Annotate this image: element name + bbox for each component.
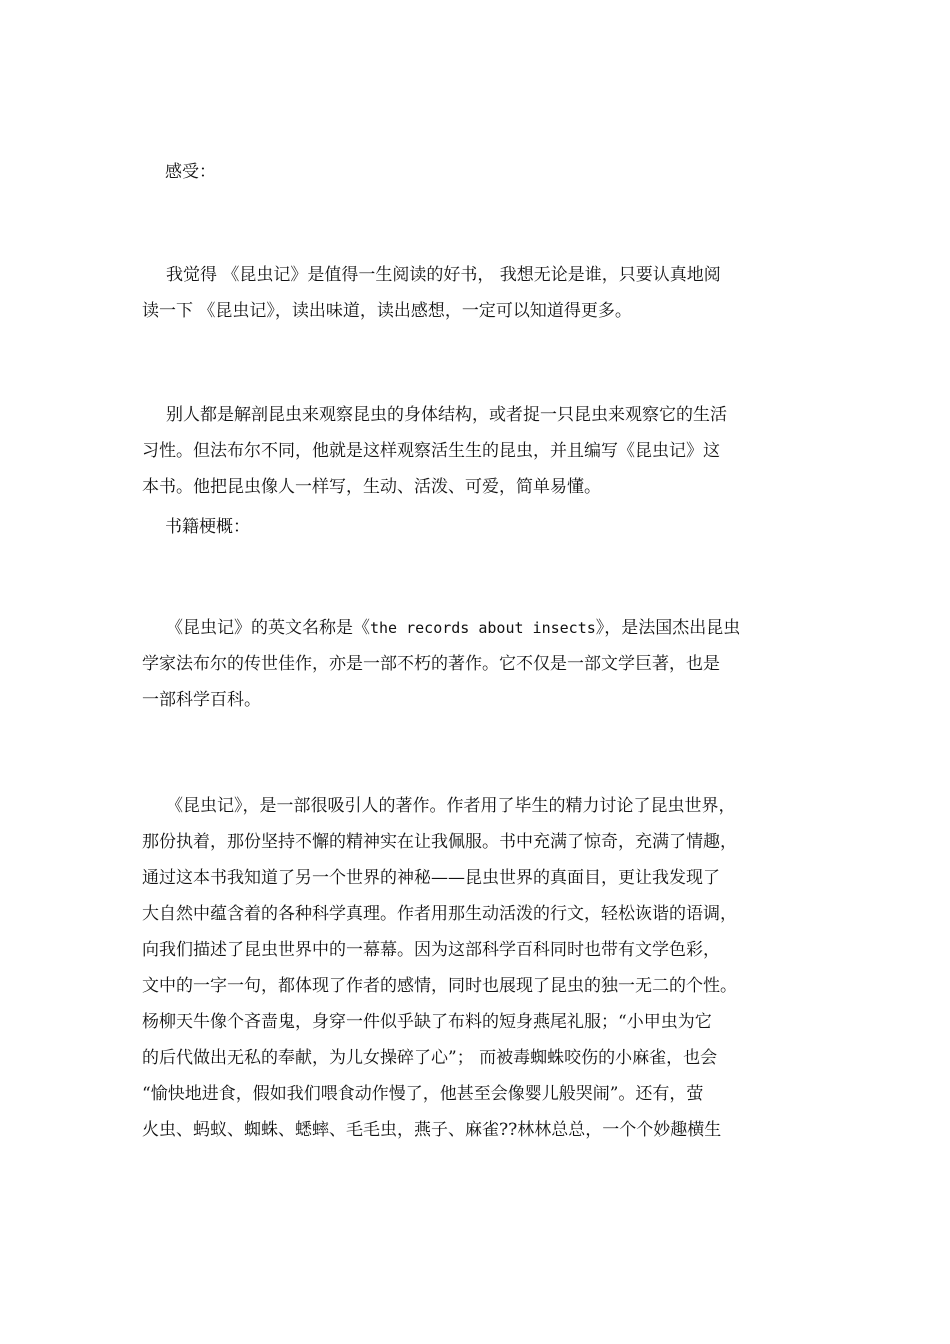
text-line [142, 610, 812, 646]
text-line: 向我们描述了昆虫世界中的一幕幕。因为这部科学百科同时也带有文学色彩， [142, 940, 720, 960]
text-line: 习性。但法布尔不同，他就是这样观察活生生的昆虫，并且编写《昆虫记》这 [142, 441, 720, 461]
text-line: 火虫、蚂蚁、蜘蛛、蟋蟀、毛毛虫，燕子、麻雀??林林总总，一个个妙趣横生 [142, 1120, 722, 1140]
text-line: 杨柳天牛像个吝啬鬼，身穿一件似乎缺了布料的短身燕尾礼服；“小甲虫为它 [142, 1012, 712, 1032]
text-line: 一部科学百科。 [142, 690, 261, 710]
text-line: 《昆虫记》，是一部很吸引人的著作。作者用了毕生的精力讨论了昆虫世界， [166, 796, 736, 816]
text-line: 别人都是解剖昆虫来观察昆虫的身体结构，或者捉一只昆虫来观察它的生活 [166, 405, 727, 425]
text-segment: 》，是法国杰出昆虫 [595, 618, 741, 638]
text-line: 本书。他把昆虫像人一样写，生动、活泼、可爱，简单易懂。 [142, 477, 601, 497]
text-line: 那份执着，那份坚持不懈的精神实在让我佩服。书中充满了惊奇，充满了情趣， [142, 832, 737, 852]
paragraph [142, 788, 812, 1148]
english-title: the records about insects [370, 619, 596, 637]
paragraph [142, 397, 812, 505]
text-line: 通过这本书我知道了另一个世界的神秘——昆虫世界的真面目，更让我发现了 [142, 868, 720, 888]
text-line: 学家法布尔的传世佳作，亦是一部不朽的著作。它不仅是一部文学巨著，也是 [142, 654, 720, 674]
section-heading-feelings: 感受： [165, 162, 216, 182]
paragraph [142, 610, 812, 718]
text-line: 文中的一字一句，都体现了作者的感情，同时也展现了昆虫的独一无二的个性。 [142, 976, 737, 996]
text-line: 我觉得 《昆虫记》是值得一生阅读的好书， 我想无论是谁，只要认真地阅 [166, 265, 721, 285]
text-line: 的后代做出无私的奉献，为儿女操碎了心”； 而被毒蜘蛛咬伤的小麻雀，也会 [142, 1048, 718, 1068]
text-line: 读一下 《昆虫记》，读出味道，读出感想，一定可以知道得更多。 [142, 301, 632, 321]
text-segment: 《昆虫记》的英文名称是《 [166, 618, 370, 638]
text-line: “愉快地进食，假如我们喂食动作慢了，他甚至会像婴儿般哭闹”。还有，萤 [142, 1084, 704, 1104]
text-line: 大自然中蕴含着的各种科学真理。作者用那生动活泼的行文，轻松诙谐的语调， [142, 904, 737, 924]
section-heading-book-summary: 书籍梗概： [165, 517, 250, 537]
paragraph [142, 257, 812, 329]
